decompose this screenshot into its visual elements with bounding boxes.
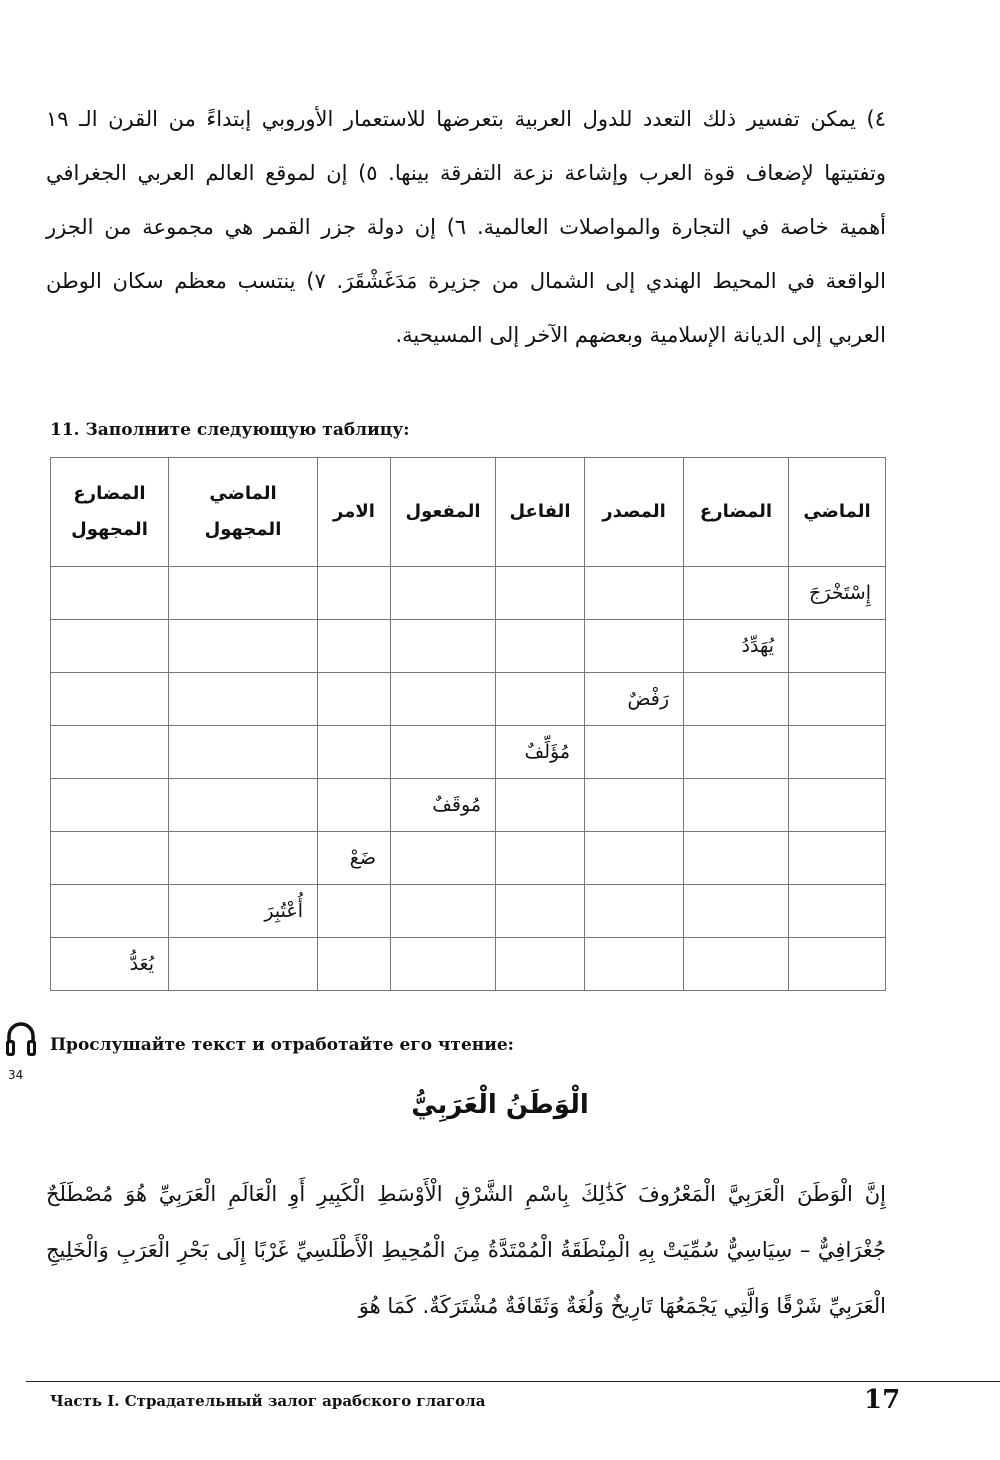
table-cell <box>684 567 789 620</box>
audio-track-number: 34 <box>8 1068 24 1082</box>
table-cell <box>585 726 684 779</box>
table-cell <box>318 620 391 673</box>
table-cell: يُهَدِّدُ <box>684 620 789 673</box>
table-cell <box>318 779 391 832</box>
table-row <box>51 779 886 832</box>
table-cell <box>391 567 496 620</box>
exercise-11-instruction: 11. Заполните следующую таблицу: <box>50 420 410 440</box>
table-cell <box>684 938 789 991</box>
table-cell: مُؤَلِّفٌ <box>496 726 585 779</box>
table-cell <box>789 938 886 991</box>
table-cell <box>169 567 318 620</box>
table-cell <box>169 620 318 673</box>
table-cell <box>789 885 886 938</box>
table-cell <box>789 673 886 726</box>
table-cell <box>391 832 496 885</box>
table-cell <box>585 779 684 832</box>
listen-instruction: Прослушайте текст и отработайте его чтение: <box>50 1035 514 1055</box>
table-cell <box>169 673 318 726</box>
table-cell <box>684 885 789 938</box>
table-row <box>51 726 886 779</box>
table-row <box>51 938 886 991</box>
table-cell <box>51 567 169 620</box>
table-cell <box>51 673 169 726</box>
table-cell <box>585 567 684 620</box>
table-cell: ضَعْ <box>318 832 391 885</box>
table-cell <box>51 779 169 832</box>
table-cell <box>789 620 886 673</box>
table-cell: مُوقَفٌ <box>391 779 496 832</box>
table-cell <box>318 567 391 620</box>
header-present: المضارع <box>684 458 789 567</box>
table-cell <box>51 832 169 885</box>
reading-paragraph: إِنَّ الْوَطَنَ الْعَرَبِيَّ الْمَعْرُوفَ كَذَٰلِكَ بِاسْمِ الشَّرْقِ الْأَوْسَطِ الْكَبِيرِ أَوِ الْعَالَمِ الْعَرَبِيِّ هُوَ مُصْطَلَحٌ جُغْرَافِيٌّ – سِيَاسِيٌّ سُمِّيَتْ بِهِ الْمِنْطَقَةُ الْمُمْتَدَّةُ مِنَ الْمُحِيطِ الْأَطْلَسِيِّ غَرْبًا إِلَى بَحْرِ الْعَرَبِ وَالْخَلِيجِ الْعَرَبِيِّ شَرْقًا وَالَّتِي يَجْمَعُهَا تَارِيخٌ وَلُغَةٌ وَثَقَافَةٌ مُشْتَرَكَةٌ. كَمَا هُوَ <box>46 1182 886 1318</box>
table-cell <box>169 726 318 779</box>
page-number: 17 <box>864 1385 901 1415</box>
text-title: الْوَطَنُ الْعَرَبِيُّ <box>411 1090 589 1120</box>
table-cell: يُعَدُّ <box>51 938 169 991</box>
header-masdar: المصدر <box>585 458 684 567</box>
table-cell <box>51 620 169 673</box>
table-cell <box>51 726 169 779</box>
table-cell <box>585 885 684 938</box>
table-cell <box>391 620 496 673</box>
table-row <box>51 620 886 673</box>
headphones-icon <box>4 1020 38 1060</box>
table-cell <box>169 832 318 885</box>
table-cell <box>496 832 585 885</box>
top-paragraph: ٤) يمكن تفسير ذلك التعدد للدول العربية بتعرضها للاستعمار الأوروبي إبتداءً من القرن الـ ١٩ وتفتيتها لإضعاف قوة العرب وإشاعة نزعة التفرقة بينها. ٥) إن لموقع العالم العربي الجغرافي أهمية خاصة في التجارة والمواصلات العالمية. ٦) إن دولة جزر القمر هي مجموعة من الجزر الواقعة في المحيط الهندي إلى الشمال من جزيرة مَدَغَشْقَرَ. ٧) ينتسب معظم سكان الوطن العربي إلى الديانة الإسلامية وبعضهم الآخر إلى المسيحية. <box>46 107 886 347</box>
header-passive-participle: المفعول <box>391 458 496 567</box>
table-cell <box>496 620 585 673</box>
header-passive-past: الماضي المجهول <box>169 458 318 567</box>
table-cell <box>496 938 585 991</box>
table-cell <box>684 779 789 832</box>
table-cell <box>585 832 684 885</box>
table-cell <box>684 673 789 726</box>
table-cell <box>789 832 886 885</box>
table-cell <box>318 726 391 779</box>
table-cell <box>585 620 684 673</box>
table-cell <box>169 779 318 832</box>
header-past: الماضي <box>789 458 886 567</box>
table-cell: أُعْتُبِرَ <box>169 885 318 938</box>
table-cell <box>684 726 789 779</box>
table-header-row <box>51 458 886 567</box>
table-cell <box>391 885 496 938</box>
table-cell <box>318 938 391 991</box>
table-row <box>51 832 886 885</box>
table-cell <box>789 726 886 779</box>
table-row <box>51 567 886 620</box>
header-imperative: الامر <box>318 458 391 567</box>
table-cell: رَفْضٌ <box>585 673 684 726</box>
table-cell <box>585 938 684 991</box>
conjugation-table <box>50 457 886 991</box>
table-cell <box>496 567 585 620</box>
table-cell <box>684 832 789 885</box>
table-cell <box>391 726 496 779</box>
table-cell <box>496 673 585 726</box>
table-cell: إِسْتَخْرَجَ <box>789 567 886 620</box>
header-active-participle: الفاعل <box>496 458 585 567</box>
table-cell <box>391 938 496 991</box>
table-cell <box>51 885 169 938</box>
header-passive-present: المضارع المجهول <box>51 458 169 567</box>
table-row <box>51 673 886 726</box>
table-cell <box>391 673 496 726</box>
table-cell <box>496 779 585 832</box>
table-row <box>51 885 886 938</box>
table-cell <box>318 885 391 938</box>
footer-divider <box>26 1381 1000 1382</box>
table-cell <box>496 885 585 938</box>
footer-chapter-title: Часть I. Страдательный залог арабского глагола <box>50 1392 486 1410</box>
table-cell <box>789 779 886 832</box>
table-cell <box>169 938 318 991</box>
table-cell <box>318 673 391 726</box>
